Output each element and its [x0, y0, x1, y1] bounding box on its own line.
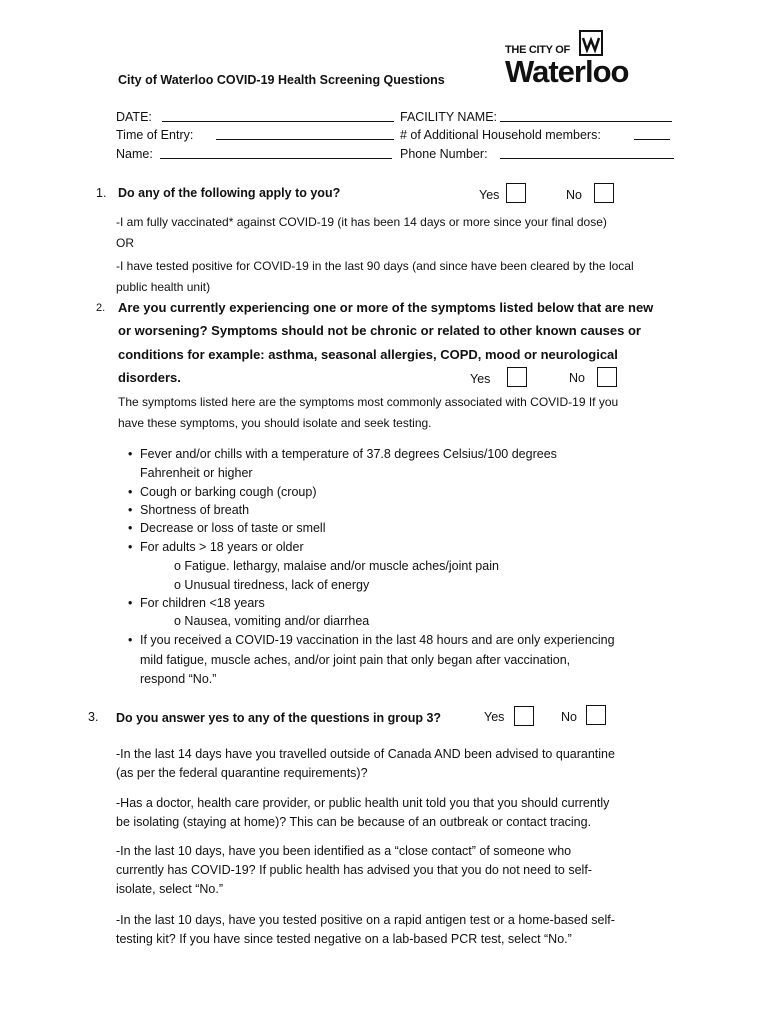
q3-para-3-line-3: isolate, select “No.” [116, 882, 223, 896]
household-input-line[interactable] [634, 139, 670, 140]
symptom-taste [140, 520, 326, 536]
symptom-breath [140, 502, 249, 518]
q3-yes-checkbox[interactable] [514, 706, 534, 726]
q3-para-2-line-1: -Has a doctor, health care provider, or public health unit told you that you should currently [116, 796, 610, 810]
time-field [116, 127, 193, 143]
q2-yes-label: Yes [470, 372, 491, 386]
q1-line-3: -I have tested positive for COVID-19 in the last 90 days (and since have been cleared by the local [116, 259, 634, 273]
q3-no-label: No [561, 710, 577, 724]
symptom-fever-text: Fever and/or chills with a temperature of 37.8 degrees Celsius/100 degrees [140, 447, 557, 461]
q1-no-label: No [566, 188, 582, 202]
q2-intro-2: have these symptoms, you should isolate and seek testing. [118, 416, 432, 430]
q2-line-1: Are you currently experiencing one or more of the symptoms listed below that are new [118, 300, 654, 315]
date-input-line[interactable] [162, 121, 394, 122]
q3-no-checkbox[interactable] [586, 705, 606, 725]
q3-para-3-line-2: currently has COVID-19? If public health has advised you that you do not need to self- [116, 863, 592, 877]
q2-number: 2. [96, 302, 106, 314]
name-field [116, 146, 153, 162]
q1-yes-checkbox[interactable] [506, 183, 526, 203]
q2-yes-checkbox[interactable] [507, 367, 527, 387]
q1-line-1: -I am fully vaccinated* against COVID-19 (it has been 14 days or more since your final dose) [116, 215, 607, 229]
q3-number: 3. [88, 710, 99, 724]
q1-line-2: OR [116, 236, 134, 250]
q2-line-3: conditions for example: asthma, seasonal allergies, COPD, mood or neurological [118, 347, 618, 362]
date-label: DATE: [116, 110, 152, 124]
symptom-children [140, 595, 265, 611]
phone-input-line[interactable] [500, 158, 674, 159]
q2-line-2: or worsening? Symptoms should not be chronic or related to other known causes or [118, 323, 641, 338]
symptom-fever-cont: Fahrenheit or higher [140, 466, 253, 480]
q3-para-3-line-1: -In the last 10 days, have you been identified as a “close contact” of someone who [116, 844, 572, 858]
symptom-vaccination [140, 632, 615, 648]
q1-number: 1. [96, 186, 107, 200]
facility-label: FACILITY NAME: [400, 110, 498, 124]
symptom-vaccination-cont-2: respond “No.” [140, 672, 217, 686]
q3-question: Do you answer yes to any of the questions in group 3? [116, 711, 442, 725]
q3-para-4-line-2: testing kit? If you have since tested negative on a lab-based PCR test, select “No.” [116, 932, 572, 946]
city-logo [505, 28, 665, 90]
phone-field [400, 146, 488, 162]
q2-line-4: disorders. [118, 370, 181, 385]
q2-intro-1: The symptoms listed here are the symptoms most commonly associated with COVID-19 If you [118, 395, 619, 409]
logo-top-text: THE CITY OF [505, 44, 570, 56]
q3-para-2-line-2: be isolating (staying at home)? This can be because of an outbreak or contact tracing. [116, 815, 592, 829]
facility-field [400, 109, 497, 125]
q3-yes-label: Yes [484, 710, 505, 724]
date-field [116, 109, 152, 125]
symptom-taste-text: Decrease or loss of taste or smell [140, 521, 326, 535]
symptom-adults-text: For adults > 18 years or older [140, 540, 304, 554]
q1-line-4: public health unit) [116, 280, 211, 294]
household-label: # of Additional Household members: [400, 128, 601, 142]
phone-label: Phone Number: [400, 147, 488, 161]
symptom-children-sub-1: o Nausea, vomiting and/or diarrhea [174, 614, 370, 628]
symptom-fever [140, 446, 557, 462]
household-field [400, 127, 601, 143]
q2-no-label: No [569, 371, 585, 385]
q1-question: Do any of the following apply to you? [118, 186, 341, 200]
symptom-adults-sub-2: o Unusual tiredness, lack of energy [174, 578, 370, 592]
symptom-cough [140, 484, 317, 500]
name-label: Name: [116, 147, 153, 161]
q3-para-4-line-1: -In the last 10 days, have you tested positive on a rapid antigen test or a home-based self- [116, 913, 615, 927]
symptom-cough-text: Cough or barking cough (croup) [140, 485, 317, 499]
logo-main-text: Waterloo [505, 54, 629, 89]
symptom-vaccination-cont-1: mild fatigue, muscle aches, and/or joint pain that only began after vaccination, [140, 653, 571, 667]
symptom-vaccination-text: If you received a COVID-19 vaccination in the last 48 hours and are only experiencing [140, 633, 615, 647]
q2-no-checkbox[interactable] [597, 367, 617, 387]
symptom-adults-sub-1: o Fatigue. lethargy, malaise and/or muscle aches/joint pain [174, 559, 499, 573]
q1-no-checkbox[interactable] [594, 183, 614, 203]
time-input-line[interactable] [216, 139, 394, 140]
name-input-line[interactable] [160, 158, 392, 159]
q1-yes-label: Yes [479, 188, 500, 202]
q3-para-1-line-2: (as per the federal quarantine requirements)? [116, 766, 368, 780]
symptom-adults [140, 539, 304, 555]
logo-w-icon [579, 30, 603, 56]
q3-para-1-line-1: -In the last 14 days have you travelled outside of Canada AND been advised to quarantine [116, 747, 615, 761]
symptom-breath-text: Shortness of breath [140, 503, 250, 517]
facility-input-line[interactable] [500, 121, 672, 122]
time-label: Time of Entry: [116, 128, 194, 142]
symptom-children-text: For children <18 years [140, 596, 265, 610]
page-title: City of Waterloo COVID-19 Health Screening Questions [118, 73, 445, 87]
